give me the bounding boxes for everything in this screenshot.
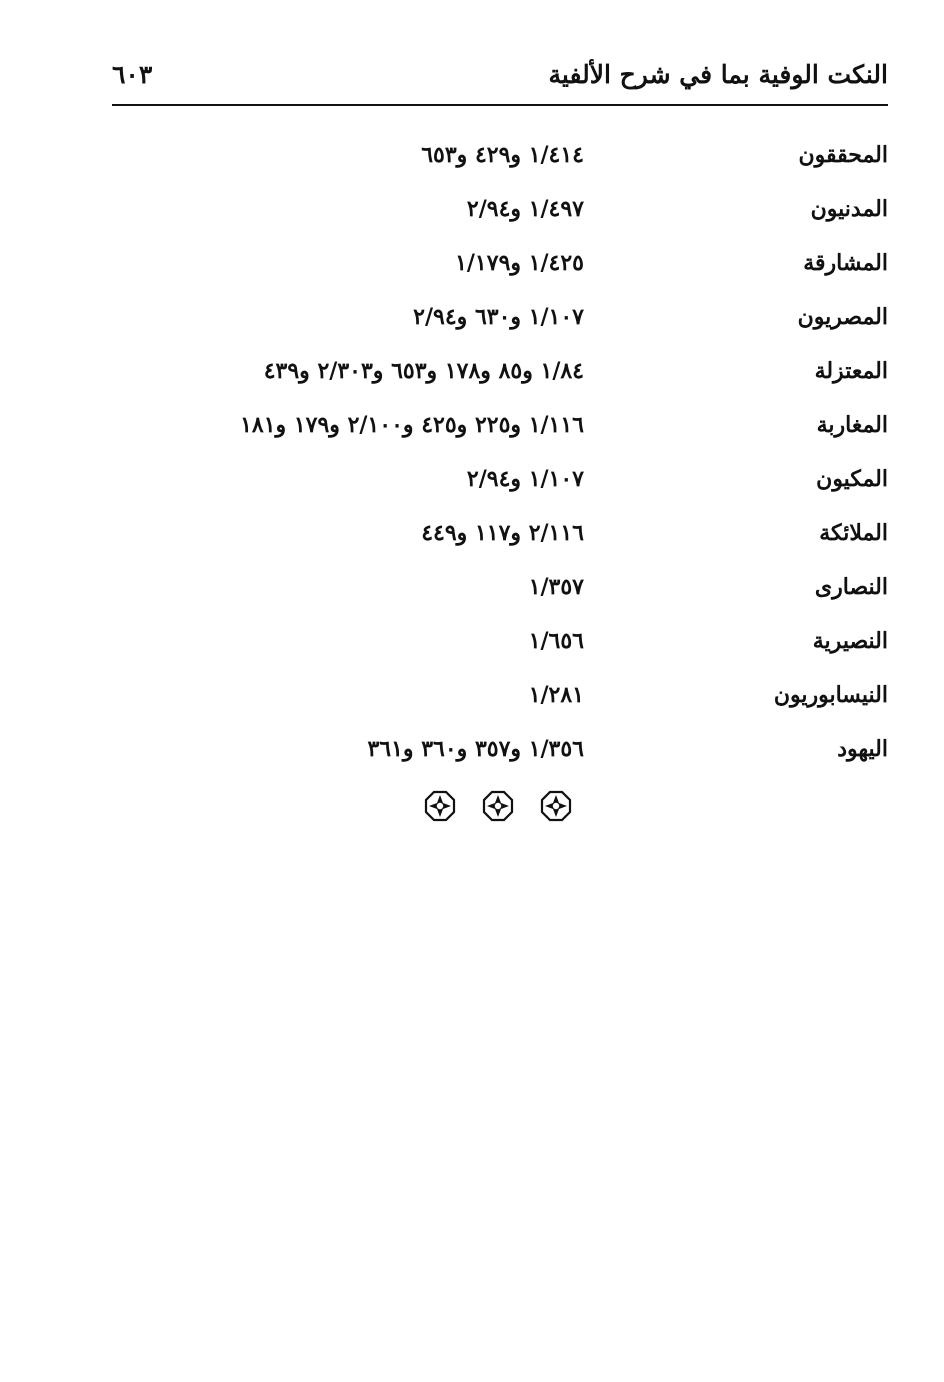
index-term: الملائكة [819, 520, 888, 546]
index-entry [112, 456, 888, 510]
index-entry [112, 402, 888, 456]
index-term: النصيرية [812, 628, 888, 654]
index-entry [112, 726, 888, 780]
index-entry [112, 132, 888, 186]
index-entry [112, 564, 888, 618]
rosette-ornament-icon [540, 790, 572, 822]
index-term: المكيون [816, 466, 888, 492]
index-entry [112, 294, 888, 348]
index-entry [112, 348, 888, 402]
index-term: النيسابوريون [773, 682, 888, 708]
index-term: المحققون [798, 142, 888, 168]
index-term: المعتزلة [814, 358, 888, 384]
index-references: ١/٤١٤ و٤٢٩ و٦٥٣ [421, 142, 584, 168]
rosette-ornament-icon [424, 790, 456, 822]
index-references: ١/٣٥٦ و٣٥٧ و٣٦٠ و٣٦١ [367, 736, 584, 762]
index-references: ٢/١١٦ و١١٧ و٤٤٩ [421, 520, 584, 546]
index-references: ١/٨٤ و٨٥ و١٧٨ و٦٥٣ و٢/٣٠٣ و٤٣٩ [263, 358, 584, 384]
index-list [112, 132, 888, 780]
index-term: النصارى [814, 574, 888, 600]
index-term: المدنيون [810, 196, 888, 222]
index-entry [112, 186, 888, 240]
end-ornaments [424, 790, 572, 822]
index-entry [112, 510, 888, 564]
index-term: المشارقة [803, 250, 888, 276]
index-references: ١/٤٢٥ و١/١٧٩ [455, 250, 584, 276]
index-references: ١/١٠٧ و٢/٩٤ [466, 466, 584, 492]
index-references: ١/٢٨١ [528, 682, 584, 708]
rosette-ornament-icon [482, 790, 514, 822]
index-entry [112, 672, 888, 726]
running-header [112, 56, 888, 100]
index-references: ١/٤٩٧ و٢/٩٤ [466, 196, 584, 222]
index-references: ١/١١٦ و٢٢٥ و٤٢٥ و٢/١٠٠ و١٧٩ و١٨١ [240, 412, 584, 438]
index-references: ١/٦٥٦ [528, 628, 584, 654]
index-term: المغاربة [816, 412, 888, 438]
index-entry [112, 240, 888, 294]
index-term: المصريون [797, 304, 888, 330]
index-entry [112, 618, 888, 672]
running-header-title: النكت الوفية بما في شرح الألفية [548, 60, 888, 89]
index-references: ١/٣٥٧ [528, 574, 584, 600]
header-divider [112, 104, 888, 106]
page-number: ٦٠٣ [112, 60, 153, 89]
index-term: اليهود [837, 736, 888, 762]
index-references: ١/١٠٧ و٦٣٠ و٢/٩٤ [413, 304, 584, 330]
